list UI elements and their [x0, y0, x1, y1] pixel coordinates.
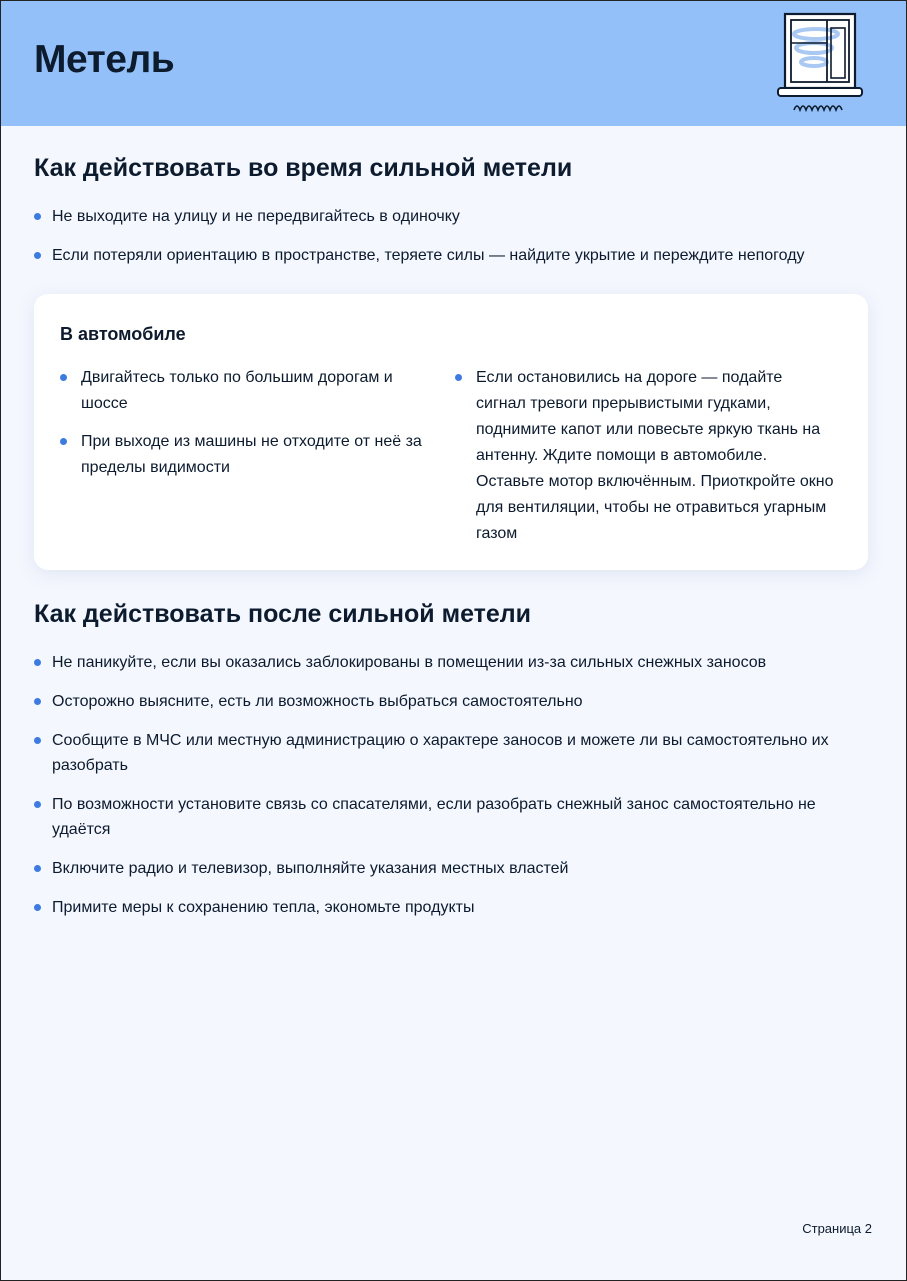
list-item: По возможности установите связь со спасателями, если разобрать снежный занос самостоятельно не удаётся: [34, 792, 874, 842]
card-title: В автомобиле: [60, 324, 186, 344]
car-card: [34, 294, 868, 570]
page-title: Метель: [34, 38, 175, 81]
list-item: Осторожно выясните, есть ли возможность выбраться самостоятельно: [34, 689, 874, 714]
page-number: Страница 2: [802, 1221, 872, 1236]
section-title-after: Как действовать после сильной метели: [34, 600, 532, 628]
list-item: При выходе из машины не отходите от неё за пределы видимости: [60, 429, 432, 481]
list-item: Включите радио и телевизор, выполняйте указания местных властей: [34, 856, 874, 881]
list-item: Не выходите на улицу и не передвигайтесь в одиночку: [34, 204, 874, 229]
during-list: [34, 204, 874, 282]
after-list: [34, 650, 874, 934]
car-list-left: [60, 365, 432, 493]
header-banner: [0, 0, 907, 126]
section-title-during: Как действовать во время сильной метели: [34, 154, 573, 182]
list-item: Если потеряли ориентацию в пространстве, теряете силы — найдите укрытие и переждите непогоду: [34, 243, 874, 268]
car-list-right: [455, 365, 835, 559]
list-item: Двигайтесь только по большим дорогам и шоссе: [60, 365, 432, 417]
list-item: Примите меры к сохранению тепла, экономьте продукты: [34, 895, 874, 920]
window-snowstorm-icon: [772, 10, 868, 116]
list-item: Если остановились на дороге — подайте сигнал тревоги прерывистыми гудками, поднимите капот или повесьте яркую ткань на антенну. Ждите помощи в автомобиле. Оставьте мотор включённым. Приоткройте окно для вентиляции, чтобы не отравиться угарным газом: [455, 365, 835, 547]
list-item: Не паникуйте, если вы оказались заблокированы в помещении из-за сильных снежных заносов: [34, 650, 874, 675]
list-item: Сообщите в МЧС или местную администрацию о характере заносов и можете ли вы самостоятельно их разобрать: [34, 728, 874, 778]
